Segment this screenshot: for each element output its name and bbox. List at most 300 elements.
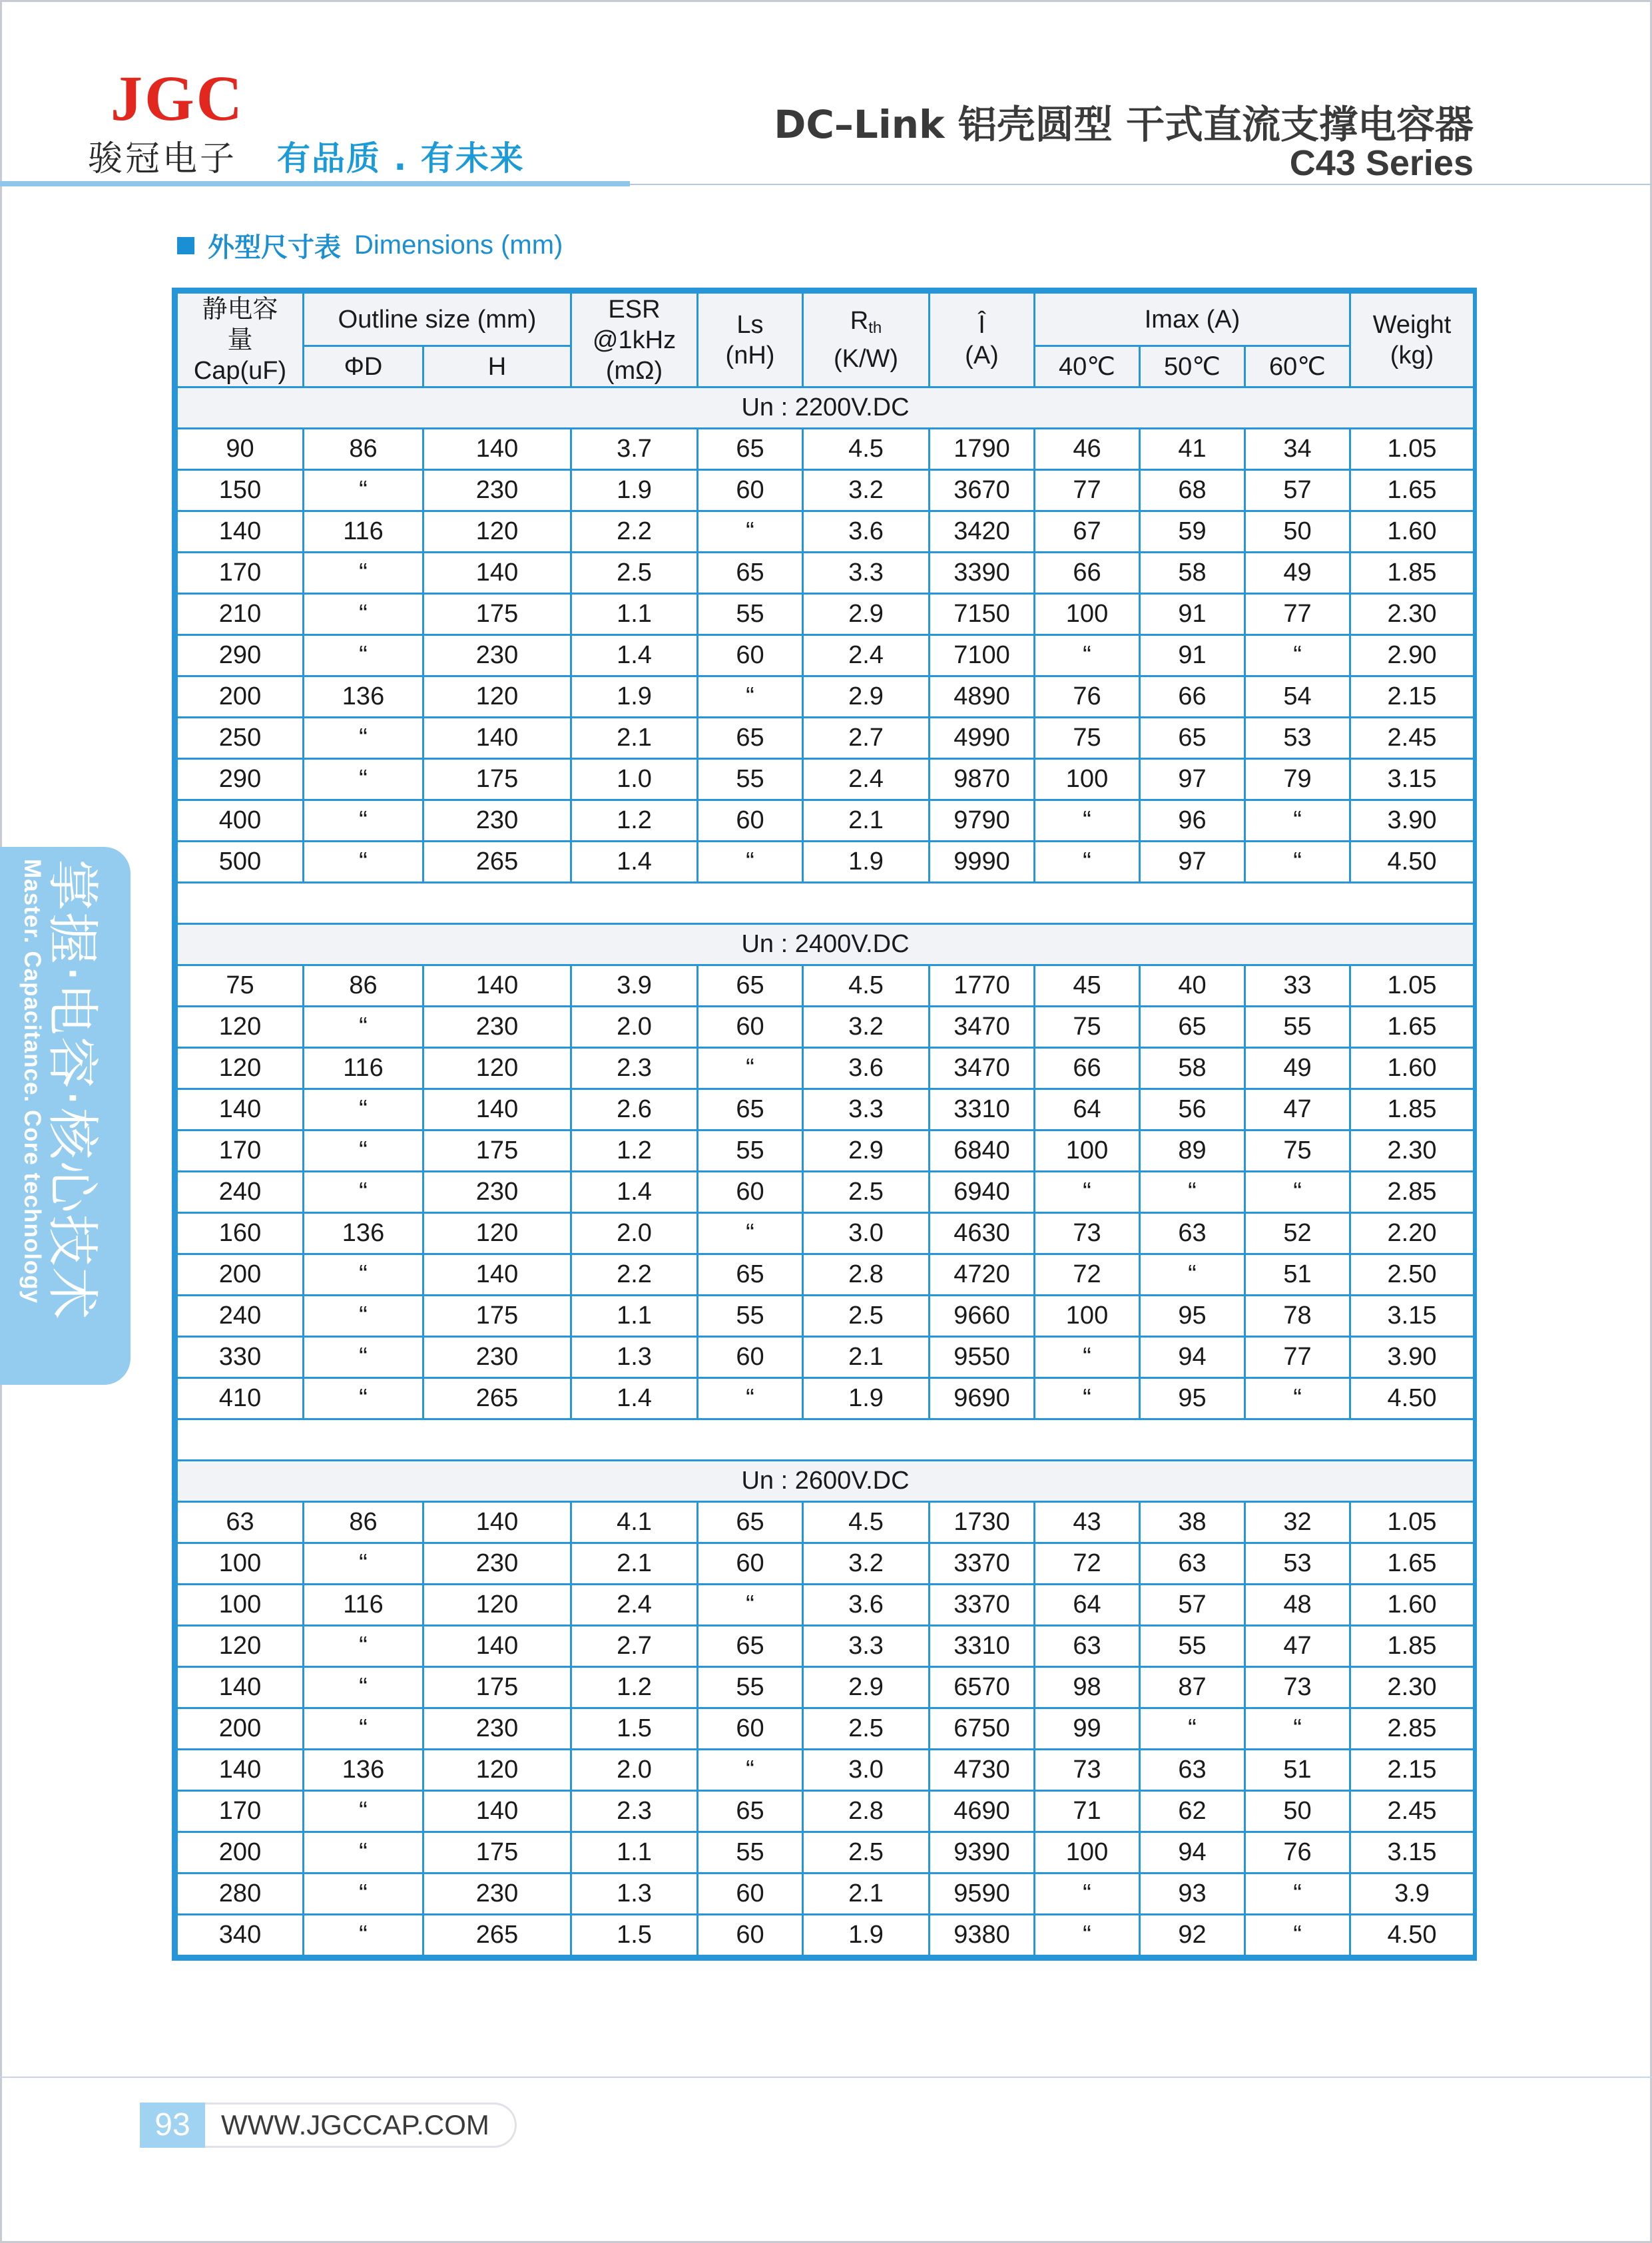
table-cell: 47 xyxy=(1245,1626,1350,1667)
table-cell: 55 xyxy=(698,1130,803,1172)
table-cell: 2.2 xyxy=(571,1254,698,1296)
table-cell: 65 xyxy=(698,1089,803,1130)
side-tab-text xyxy=(19,859,102,1321)
table-cell: 100 xyxy=(1035,1130,1140,1172)
table-cell: 120 xyxy=(423,1213,571,1254)
table-cell: 4690 xyxy=(930,1791,1035,1832)
table-cell: “ xyxy=(1035,1378,1140,1419)
table-cell: 68 xyxy=(1140,470,1245,511)
table-cell: 2.0 xyxy=(571,1213,698,1254)
table-cell: 2.85 xyxy=(1350,1708,1474,1750)
table-cell: 140 xyxy=(423,965,571,1007)
table-cell: 63 xyxy=(1140,1543,1245,1585)
product-title-cn: DC–Link 铝壳圆型 干式直流支撑电容器 xyxy=(774,102,1474,147)
table-cell: 56 xyxy=(1140,1089,1245,1130)
table-cell: 66 xyxy=(1035,1048,1140,1089)
table-cell: 2.30 xyxy=(1350,594,1474,635)
table-cell: “ xyxy=(1035,842,1140,883)
table-cell: 2.5 xyxy=(571,553,698,594)
table-cell: “ xyxy=(304,1873,423,1915)
table-cell: 87 xyxy=(1140,1667,1245,1708)
table-cell: “ xyxy=(304,1667,423,1708)
table-cell: 2.5 xyxy=(803,1708,930,1750)
table-cell: 52 xyxy=(1245,1213,1350,1254)
table-cell: 6940 xyxy=(930,1172,1035,1213)
table-cell: 120 xyxy=(177,1007,304,1048)
table-row xyxy=(177,842,1474,883)
table-cell: 65 xyxy=(698,718,803,759)
table-cell: 2.6 xyxy=(571,1089,698,1130)
table-cell: 2.50 xyxy=(1350,1254,1474,1296)
table-cell: 63 xyxy=(1140,1750,1245,1791)
table-cell: “ xyxy=(304,1543,423,1585)
header-esr xyxy=(571,293,698,387)
table-cell: 140 xyxy=(423,718,571,759)
header-weight xyxy=(1350,293,1474,387)
table-cell: 200 xyxy=(177,1708,304,1750)
table-row xyxy=(177,1667,1474,1708)
square-bullet-icon xyxy=(177,237,194,254)
table-cell: 3.15 xyxy=(1350,1832,1474,1873)
table-cell: 94 xyxy=(1140,1337,1245,1378)
table-cell: 1.3 xyxy=(571,1873,698,1915)
table-cell: 170 xyxy=(177,553,304,594)
table-cell: 1.3 xyxy=(571,1337,698,1378)
table-cell: 120 xyxy=(423,511,571,553)
table-cell: 1.1 xyxy=(571,594,698,635)
table-cell: 2.15 xyxy=(1350,676,1474,718)
table-cell: 2.15 xyxy=(1350,1750,1474,1791)
table-cell: 2.8 xyxy=(803,1791,930,1832)
table-cell: 65 xyxy=(698,1502,803,1543)
table-cell: 3370 xyxy=(930,1585,1035,1626)
table-cell: 76 xyxy=(1245,1832,1350,1873)
side-tab-en: Master. Capacitance. Core technology xyxy=(19,859,45,1304)
table-cell: 2.45 xyxy=(1350,718,1474,759)
table-cell: 120 xyxy=(177,1626,304,1667)
table-cell: 71 xyxy=(1035,1791,1140,1832)
table-cell: 7100 xyxy=(930,635,1035,676)
table-row xyxy=(177,1296,1474,1337)
table-cell: 9390 xyxy=(930,1832,1035,1873)
table-cell: 3.6 xyxy=(803,1585,930,1626)
table-cell: 290 xyxy=(177,635,304,676)
table-cell: 280 xyxy=(177,1873,304,1915)
table-cell: 1.0 xyxy=(571,759,698,800)
table-cell: 65 xyxy=(698,965,803,1007)
table-cell: 90 xyxy=(177,429,304,470)
table-cell: 73 xyxy=(1035,1750,1140,1791)
table-cell: 4990 xyxy=(930,718,1035,759)
table-cell: 73 xyxy=(1035,1213,1140,1254)
table-cell: 67 xyxy=(1035,511,1140,553)
table-cell: 230 xyxy=(423,1337,571,1378)
table-cell: 66 xyxy=(1140,676,1245,718)
header-ls-line2: (nH) xyxy=(725,341,775,370)
voltage-section-title: Un : 2400V.DC xyxy=(177,924,1474,965)
table-cell: 2.1 xyxy=(571,718,698,759)
header-rth xyxy=(803,293,930,387)
table-row xyxy=(177,1832,1474,1873)
table-cell: 77 xyxy=(1245,1337,1350,1378)
table-row xyxy=(177,800,1474,842)
table-cell: 2.20 xyxy=(1350,1213,1474,1254)
table-cell: 170 xyxy=(177,1791,304,1832)
table-cell: 60 xyxy=(698,1873,803,1915)
table-cell: “ xyxy=(304,1708,423,1750)
table-cell: 3.2 xyxy=(803,470,930,511)
table-cell: 100 xyxy=(1035,594,1140,635)
table-cell: 50 xyxy=(1245,1791,1350,1832)
table-cell: 4630 xyxy=(930,1213,1035,1254)
table-cell: 1.85 xyxy=(1350,1089,1474,1130)
section-heading xyxy=(177,226,563,264)
table-cell: “ xyxy=(1035,1915,1140,1956)
table-cell: “ xyxy=(304,1172,423,1213)
table-row xyxy=(177,759,1474,800)
table-cell: 50 xyxy=(1245,511,1350,553)
table-cell: 75 xyxy=(1245,1130,1350,1172)
table-cell: 58 xyxy=(1140,553,1245,594)
section-title-en: Dimensions (mm) xyxy=(354,230,563,260)
table-row xyxy=(177,511,1474,553)
table-cell: “ xyxy=(304,1130,423,1172)
table-cell: 60 xyxy=(698,1915,803,1956)
table-cell: 120 xyxy=(423,1048,571,1089)
header-outline: Outline size (mm) xyxy=(304,293,571,346)
table-cell: 1.85 xyxy=(1350,553,1474,594)
table-cell: 2.5 xyxy=(803,1832,930,1873)
table-cell: 4.50 xyxy=(1350,1378,1474,1419)
table-cell: 4730 xyxy=(930,1750,1035,1791)
table-cell: 1790 xyxy=(930,429,1035,470)
table-cell: 1.9 xyxy=(803,1378,930,1419)
table-cell: 55 xyxy=(698,1296,803,1337)
table-cell: 46 xyxy=(1035,429,1140,470)
table-cell: 240 xyxy=(177,1172,304,1213)
side-tab-cn: 掌握·电容·核心技术 xyxy=(42,859,102,1321)
header-ls xyxy=(698,293,803,387)
table-cell: 9550 xyxy=(930,1337,1035,1378)
table-cell: 136 xyxy=(304,676,423,718)
table-cell: 4.5 xyxy=(803,965,930,1007)
table-cell: 75 xyxy=(1035,718,1140,759)
table-cell: 1.4 xyxy=(571,1378,698,1419)
table-row xyxy=(177,1048,1474,1089)
table-cell: 2.4 xyxy=(803,759,930,800)
table-cell: 34 xyxy=(1245,429,1350,470)
table-cell: 6750 xyxy=(930,1708,1035,1750)
table-cell: 55 xyxy=(698,759,803,800)
table-cell: 65 xyxy=(698,429,803,470)
table-cell: 116 xyxy=(304,1048,423,1089)
table-cell: 97 xyxy=(1140,759,1245,800)
table-cell: 1.65 xyxy=(1350,1007,1474,1048)
header-ls-line1: Ls xyxy=(736,310,764,339)
table-cell: 230 xyxy=(423,1708,571,1750)
table-cell: 136 xyxy=(304,1750,423,1791)
table-cell: 63 xyxy=(1035,1626,1140,1667)
table-cell: 41 xyxy=(1140,429,1245,470)
table-cell: “ xyxy=(304,718,423,759)
table-cell: 55 xyxy=(698,1667,803,1708)
table-cell: 1730 xyxy=(930,1502,1035,1543)
company-slogan: 有品质 . 有未来 xyxy=(277,139,525,178)
table-cell: 3370 xyxy=(930,1543,1035,1585)
table-cell: 265 xyxy=(423,842,571,883)
table-cell: 60 xyxy=(698,1337,803,1378)
table-cell: 73 xyxy=(1245,1667,1350,1708)
table-cell: 63 xyxy=(177,1502,304,1543)
table-cell: 200 xyxy=(177,676,304,718)
table-cell: “ xyxy=(304,635,423,676)
table-cell: 6570 xyxy=(930,1667,1035,1708)
table-cell: 53 xyxy=(1245,1543,1350,1585)
table-cell: 4.50 xyxy=(1350,1915,1474,1956)
table-cell: 1.4 xyxy=(571,1172,698,1213)
table-cell: 60 xyxy=(698,635,803,676)
table-cell: 64 xyxy=(1035,1585,1140,1626)
table-cell: 65 xyxy=(698,1254,803,1296)
table-cell: “ xyxy=(698,511,803,553)
table-cell: “ xyxy=(304,1378,423,1419)
table-row xyxy=(177,1791,1474,1832)
table-cell: 3420 xyxy=(930,511,1035,553)
table-cell: 140 xyxy=(177,1089,304,1130)
table-cell: 38 xyxy=(1140,1502,1245,1543)
table-cell: 175 xyxy=(423,1296,571,1337)
table-cell: “ xyxy=(304,1337,423,1378)
table-cell: 2.1 xyxy=(571,1543,698,1585)
table-cell: 57 xyxy=(1140,1585,1245,1626)
table-cell: “ xyxy=(1245,1915,1350,1956)
header-rth-sub: th xyxy=(868,319,882,337)
brand-logo: JGC xyxy=(111,63,244,134)
spacer-row xyxy=(177,1419,1474,1461)
table-cell: 500 xyxy=(177,842,304,883)
table-cell: 1.9 xyxy=(571,676,698,718)
table-cell: “ xyxy=(304,470,423,511)
table-cell: “ xyxy=(698,1213,803,1254)
table-cell: 55 xyxy=(698,594,803,635)
table-row xyxy=(177,594,1474,635)
table-header-row xyxy=(177,293,1474,346)
website-link[interactable]: WWW.JGCCAP.COM xyxy=(205,2103,517,2148)
table-row xyxy=(177,1130,1474,1172)
table-cell: 86 xyxy=(304,1502,423,1543)
header-esr-line1: ESR xyxy=(608,295,661,324)
section-title-cn: 外型尺寸表 xyxy=(208,232,341,263)
table-cell: 64 xyxy=(1035,1089,1140,1130)
table-cell: 77 xyxy=(1035,470,1140,511)
table-cell: 116 xyxy=(304,511,423,553)
table-cell: 330 xyxy=(177,1337,304,1378)
table-cell: 2.45 xyxy=(1350,1791,1474,1832)
table-cell: 57 xyxy=(1245,470,1350,511)
table-cell: 1770 xyxy=(930,965,1035,1007)
table-row xyxy=(177,965,1474,1007)
table-cell: “ xyxy=(1245,800,1350,842)
table-cell: 3.2 xyxy=(803,1543,930,1585)
table-cell: “ xyxy=(1245,1172,1350,1213)
table-cell: 72 xyxy=(1035,1254,1140,1296)
table-cell: 2.9 xyxy=(803,594,930,635)
table-cell: 86 xyxy=(304,429,423,470)
table-cell: 1.05 xyxy=(1350,965,1474,1007)
table-cell: 230 xyxy=(423,470,571,511)
table-cell: “ xyxy=(698,1048,803,1089)
table-cell: 4.50 xyxy=(1350,842,1474,883)
table-cell: 100 xyxy=(177,1585,304,1626)
table-cell: 4720 xyxy=(930,1254,1035,1296)
table-cell: 150 xyxy=(177,470,304,511)
table-cell: 200 xyxy=(177,1832,304,1873)
header-ipeak-line1: Î xyxy=(978,310,985,339)
table-row xyxy=(177,1750,1474,1791)
table-cell: 45 xyxy=(1035,965,1140,1007)
table-cell: 250 xyxy=(177,718,304,759)
table-row xyxy=(177,1378,1474,1419)
header-weight-line1: Weight xyxy=(1372,310,1452,339)
table-cell: 60 xyxy=(698,470,803,511)
table-cell: 3.90 xyxy=(1350,1337,1474,1378)
page-number: 93 xyxy=(140,2103,205,2148)
header-diameter: ΦD xyxy=(304,346,423,387)
table-cell: 3470 xyxy=(930,1048,1035,1089)
table-cell: 3470 xyxy=(930,1007,1035,1048)
table-cell: 48 xyxy=(1245,1585,1350,1626)
table-cell: 2.2 xyxy=(571,511,698,553)
table-cell: 3.3 xyxy=(803,1626,930,1667)
table-cell: “ xyxy=(1245,1378,1350,1419)
table-cell: 94 xyxy=(1140,1832,1245,1873)
table-cell: 140 xyxy=(423,1089,571,1130)
header-esr-line3: (mΩ) xyxy=(605,356,663,385)
table-cell: “ xyxy=(304,1832,423,1873)
header-cap xyxy=(177,293,304,387)
table-cell: 60 xyxy=(698,1708,803,1750)
table-cell: 2.8 xyxy=(803,1254,930,1296)
table-cell: 116 xyxy=(304,1585,423,1626)
spacer-row xyxy=(177,883,1474,924)
table-cell: “ xyxy=(1245,842,1350,883)
table-cell: 175 xyxy=(423,1667,571,1708)
table-cell: 4.5 xyxy=(803,429,930,470)
table-cell: 230 xyxy=(423,800,571,842)
table-cell: 3.90 xyxy=(1350,800,1474,842)
table-cell: 1.1 xyxy=(571,1832,698,1873)
table-cell: 3670 xyxy=(930,470,1035,511)
table-cell: 100 xyxy=(1035,759,1140,800)
table-row xyxy=(177,635,1474,676)
table-cell: “ xyxy=(304,759,423,800)
table-cell: 100 xyxy=(1035,1296,1140,1337)
table-cell: 63 xyxy=(1140,1213,1245,1254)
table-cell: “ xyxy=(304,842,423,883)
table-cell: 59 xyxy=(1140,511,1245,553)
table-cell: 2.3 xyxy=(571,1048,698,1089)
table-cell: 1.65 xyxy=(1350,1543,1474,1585)
table-cell: 2.5 xyxy=(803,1172,930,1213)
table-row xyxy=(177,1254,1474,1296)
table-cell: 1.65 xyxy=(1350,470,1474,511)
table-cell: 89 xyxy=(1140,1130,1245,1172)
table-cell: “ xyxy=(304,1791,423,1832)
table-cell: 100 xyxy=(1035,1832,1140,1873)
table-cell: 3.6 xyxy=(803,511,930,553)
table-cell: “ xyxy=(698,1378,803,1419)
header-esr-line2: @1kHz xyxy=(592,326,677,354)
header-imax: Imax (A) xyxy=(1035,293,1350,346)
table-cell: 265 xyxy=(423,1378,571,1419)
table-cell: 120 xyxy=(177,1048,304,1089)
table-cell: “ xyxy=(304,1626,423,1667)
table-cell: 99 xyxy=(1035,1708,1140,1750)
table-cell: 3.9 xyxy=(1350,1873,1474,1915)
table-cell: 175 xyxy=(423,594,571,635)
table-row xyxy=(177,1543,1474,1585)
header-weight-line2: (kg) xyxy=(1390,341,1434,370)
table-cell: 3310 xyxy=(930,1626,1035,1667)
table-cell: 230 xyxy=(423,1543,571,1585)
table-cell: 160 xyxy=(177,1213,304,1254)
table-row xyxy=(177,676,1474,718)
table-cell: “ xyxy=(304,1089,423,1130)
table-row xyxy=(177,470,1474,511)
table-cell: 1.2 xyxy=(571,1130,698,1172)
table-row xyxy=(177,1585,1474,1626)
header-ipeak xyxy=(930,293,1035,387)
table-cell: 9690 xyxy=(930,1378,1035,1419)
table-cell: 97 xyxy=(1140,842,1245,883)
table-cell: 100 xyxy=(177,1543,304,1585)
table-cell: 136 xyxy=(304,1213,423,1254)
table-cell: 79 xyxy=(1245,759,1350,800)
table-cell: 9380 xyxy=(930,1915,1035,1956)
table-cell: 140 xyxy=(423,1254,571,1296)
table-cell: “ xyxy=(1140,1708,1245,1750)
table-cell: 51 xyxy=(1245,1750,1350,1791)
header-height: H xyxy=(423,346,571,387)
table-cell: “ xyxy=(1245,635,1350,676)
table-cell: 1.05 xyxy=(1350,429,1474,470)
table-row xyxy=(177,1626,1474,1667)
voltage-section-title: Un : 2200V.DC xyxy=(177,387,1474,429)
table-cell: 91 xyxy=(1140,594,1245,635)
table-cell: 2.1 xyxy=(803,1337,930,1378)
table-cell: 2.9 xyxy=(803,676,930,718)
table-cell: 140 xyxy=(177,1750,304,1791)
table-cell: “ xyxy=(304,800,423,842)
table-cell: 2.1 xyxy=(803,1873,930,1915)
table-cell: 210 xyxy=(177,594,304,635)
table-cell: 2.85 xyxy=(1350,1172,1474,1213)
header-rth-line2: (K/W) xyxy=(833,345,899,373)
table-cell: 1.9 xyxy=(803,842,930,883)
table-cell: 230 xyxy=(423,1007,571,1048)
table-cell: 175 xyxy=(423,759,571,800)
table-cell: 2.4 xyxy=(803,635,930,676)
table-cell: 4890 xyxy=(930,676,1035,718)
table-cell: 55 xyxy=(1245,1007,1350,1048)
table-cell: 3.2 xyxy=(803,1007,930,1048)
table-cell: 120 xyxy=(423,1585,571,1626)
table-cell: 40 xyxy=(1140,965,1245,1007)
table-cell: 2.7 xyxy=(803,718,930,759)
table-cell: 140 xyxy=(423,1791,571,1832)
table-cell: “ xyxy=(304,1007,423,1048)
table-row xyxy=(177,1915,1474,1956)
